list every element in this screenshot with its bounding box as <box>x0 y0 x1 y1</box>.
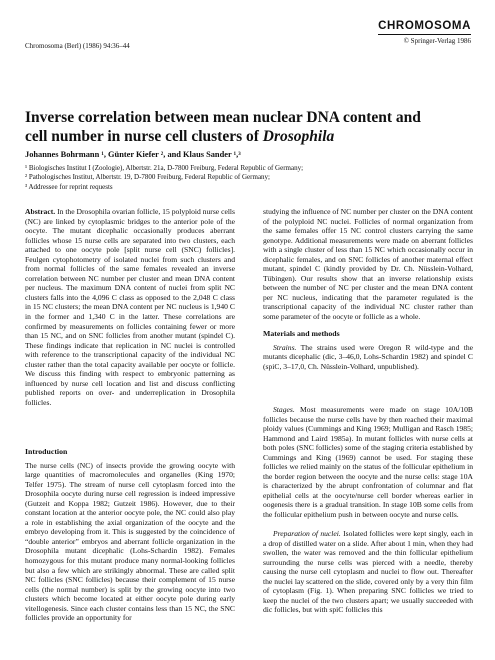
abstract-section <box>25 207 235 407</box>
affiliation-1: ¹ Biologisches Institut I (Zoologie), Albertstr. 21a, D-7800 Freiburg, Federal Republic of Germany; <box>25 164 304 172</box>
stages-section <box>263 405 473 520</box>
copyright-notice: © Springer-Verlag 1986 <box>403 37 471 45</box>
introduction-heading: Introduction <box>25 447 68 456</box>
introduction-continued <box>263 207 473 322</box>
preparation-section <box>263 529 473 615</box>
journal-citation: Chromosoma (Berl) (1986) 94:36–44 <box>25 42 130 50</box>
stages-paragraph <box>263 405 473 520</box>
journal-name: CHROMOSOMA <box>378 20 471 32</box>
strains-label: Strains. <box>273 342 297 352</box>
strains-paragraph <box>263 343 473 372</box>
affiliation-3: ³ Addressee for reprint requests <box>25 182 113 191</box>
introduction-text: The nurse cells (NC) of insects provide the growing oocyte with large quantities of macromolecules and organelles (King 1970; Telfer 1975). The stream of nurse cell cytoplasm forced into the Drosophila oocyte during nurse cell regression is indeed impressive (Gutzeit and Koppa 1982; Gutzeit 1986). However, due to their constant location at the anterior oocyte pole, the NC could also play a role in establishing the axial organization of the oocyte and the embryo developing from it. This is suggested by the coincidence of “double anterior” embryos and aberrant follicle organization in the Drosophila mutant dicephalic (Lohs-Schardin 1982). Females homozygous for this mutant produce many normal-looking follicles but also a few which are strikingly abnormal. These are called split NC follicles (SNC follicles) because their complement of 15 nurse cells (the normal number) is split by the growing oocyte into two clusters which become located at either oocyte pole during early vitellogenesis. Since each cluster contains less than 15 NC, the SNC follicles provide an opportunity for <box>25 460 235 623</box>
journal-brand <box>378 20 471 45</box>
brand-divider <box>378 34 471 35</box>
author-list: Johannes Bohrmann ¹, Günter Kiefer ², and Klaus Sander ¹,³ <box>25 150 241 159</box>
abstract-paragraph <box>25 207 235 407</box>
introduction-section <box>25 447 235 623</box>
abstract-text: In the Drosophila ovarian follicle, 15 polyploid nurse cells (NC) are linked by cytoplasmic bridges to the anterior pole of the oocyte. The mutant dicephalic occasionally produces aberrant follicles whose 15 nurse cells are separated into two clusters, each attached to one oocyte pole [split nurse cell (SNC) follicles]. Feulgen cytophotometry of isolated nuclei from such clusters and from normal follicles of the same females revealed an inverse correlation between NC number per cluster and mean DNA content per nucleus. The maximum DNA content of nuclei from split NC clusters falls into the 4,096 C class as opposed to the 2,048 C class in 15 NC clusters; the mean DNA content per NC nucleus is 1,940 C in the former and 1,340 C in the latter. These correlations are confirmed by measurements on follicles containing fewer or more than 15 NC, and on SNC follicles from another mutant (spindel C). These findings indicate that replication in NC nuclei is controlled with reference to the transcriptional capacity of the individual NC cluster rather than the total capacity available per oocyte or follicle. We discuss this finding with respect to embryonic patterning as influenced by nurse cell location and list and discuss conflicting published reports on over- and underreplication in Drosophila follicles. <box>25 207 235 407</box>
preparation-text: Isolated follicles were kept singly, each in a drop of distilled water on a slide. After about 1 min, when they had swollen, the water was removed and the thin follicular epithelium surrounding the nurse cells was pierced with a needle, thereby causing the nurse cell cytoplasm and nuclei to flow out. Thereafter the nuclei lay scattered on the slide, covered only by a very thin film of cytoplasm (Fig. 1). When preparing SNC follicles we tried to keep the nuclei of the two clusters apart; we usually succeeded with dic follicles, but with spiC follicles this <box>263 529 473 615</box>
introduction-continued-text: studying the influence of NC number per cluster on the DNA content of the polyploid NC nuclei. Follicles of normal organization from the same females offer 15 NC control clusters carrying the same genotype. Additional measurements were made on aberrant follicles with a single cluster of less than 15 NC which occasionally occur in dicephalic females, and on SNC follicles of another maternal effect mutant, spindel C (kindly provided by Dr. Ch. Nüsslein-Volhard, Tübingen). Our results show that an inverse relationship exists between the number of NC per cluster and the mean DNA content per NC nucleus, indicating that the parameter regulated is the transcriptional capacity of the individual NC cluster rather than some parameter of the oocyte or follicle as a whole. <box>263 207 473 322</box>
strains-text: The strains used were Oregon R wild-type and the mutants dicephalic (dic, 3–46,0, Lohs-Schardin 1982) and spindel C (spiC, 3–17,0, Ch. Nüsslein-Volhard, unpublished). <box>263 342 473 371</box>
abstract-label: Abstract. <box>25 207 56 216</box>
title-line-2-prefix: cell number in nurse cell clusters of <box>25 128 263 145</box>
article-title <box>25 108 475 146</box>
title-species: Drosophila <box>262 128 335 145</box>
title-line-1: Inverse correlation between mean nuclear DNA content and <box>25 109 421 126</box>
affiliation-2: ² Pathologisches Institut, Albertstr. 19, D-7800 Freiburg, Federal Republic of Germany; <box>25 173 270 182</box>
affiliations <box>25 164 475 192</box>
preparation-label: Preparation of nuclei. <box>273 529 341 538</box>
preparation-paragraph <box>263 529 473 615</box>
methods-heading: Materials and methods <box>263 329 340 338</box>
stages-text: Most measurements were made on stage 10A/10B follicles because the nurse cells have by then reached their maximal ploidy values (Cummings and King 1969; Mulligan and Rasch 1985; Hammond and Laird 1985a). In mutant follicles with nurse cells at both poles (SNC follicles) some of the staging criteria established by Cummings and King (1969) cannot be used. For staging these follicles we relied mainly on the status of the follicular epithelium in the border region between the oocyte and the nurse cells: stage 10A is characterized by the abrupt confrontation of columnar and flat epithelial cells at the oocyte/nurse cell border whereas earlier in oogenesis there is a gradual transition. In stage 10B some cells from the follicular epithelium push in between oocyte and nurse cells. <box>263 405 473 520</box>
title-line-2 <box>25 127 475 146</box>
stages-label: Stages. <box>273 405 295 414</box>
methods-section <box>263 329 473 371</box>
